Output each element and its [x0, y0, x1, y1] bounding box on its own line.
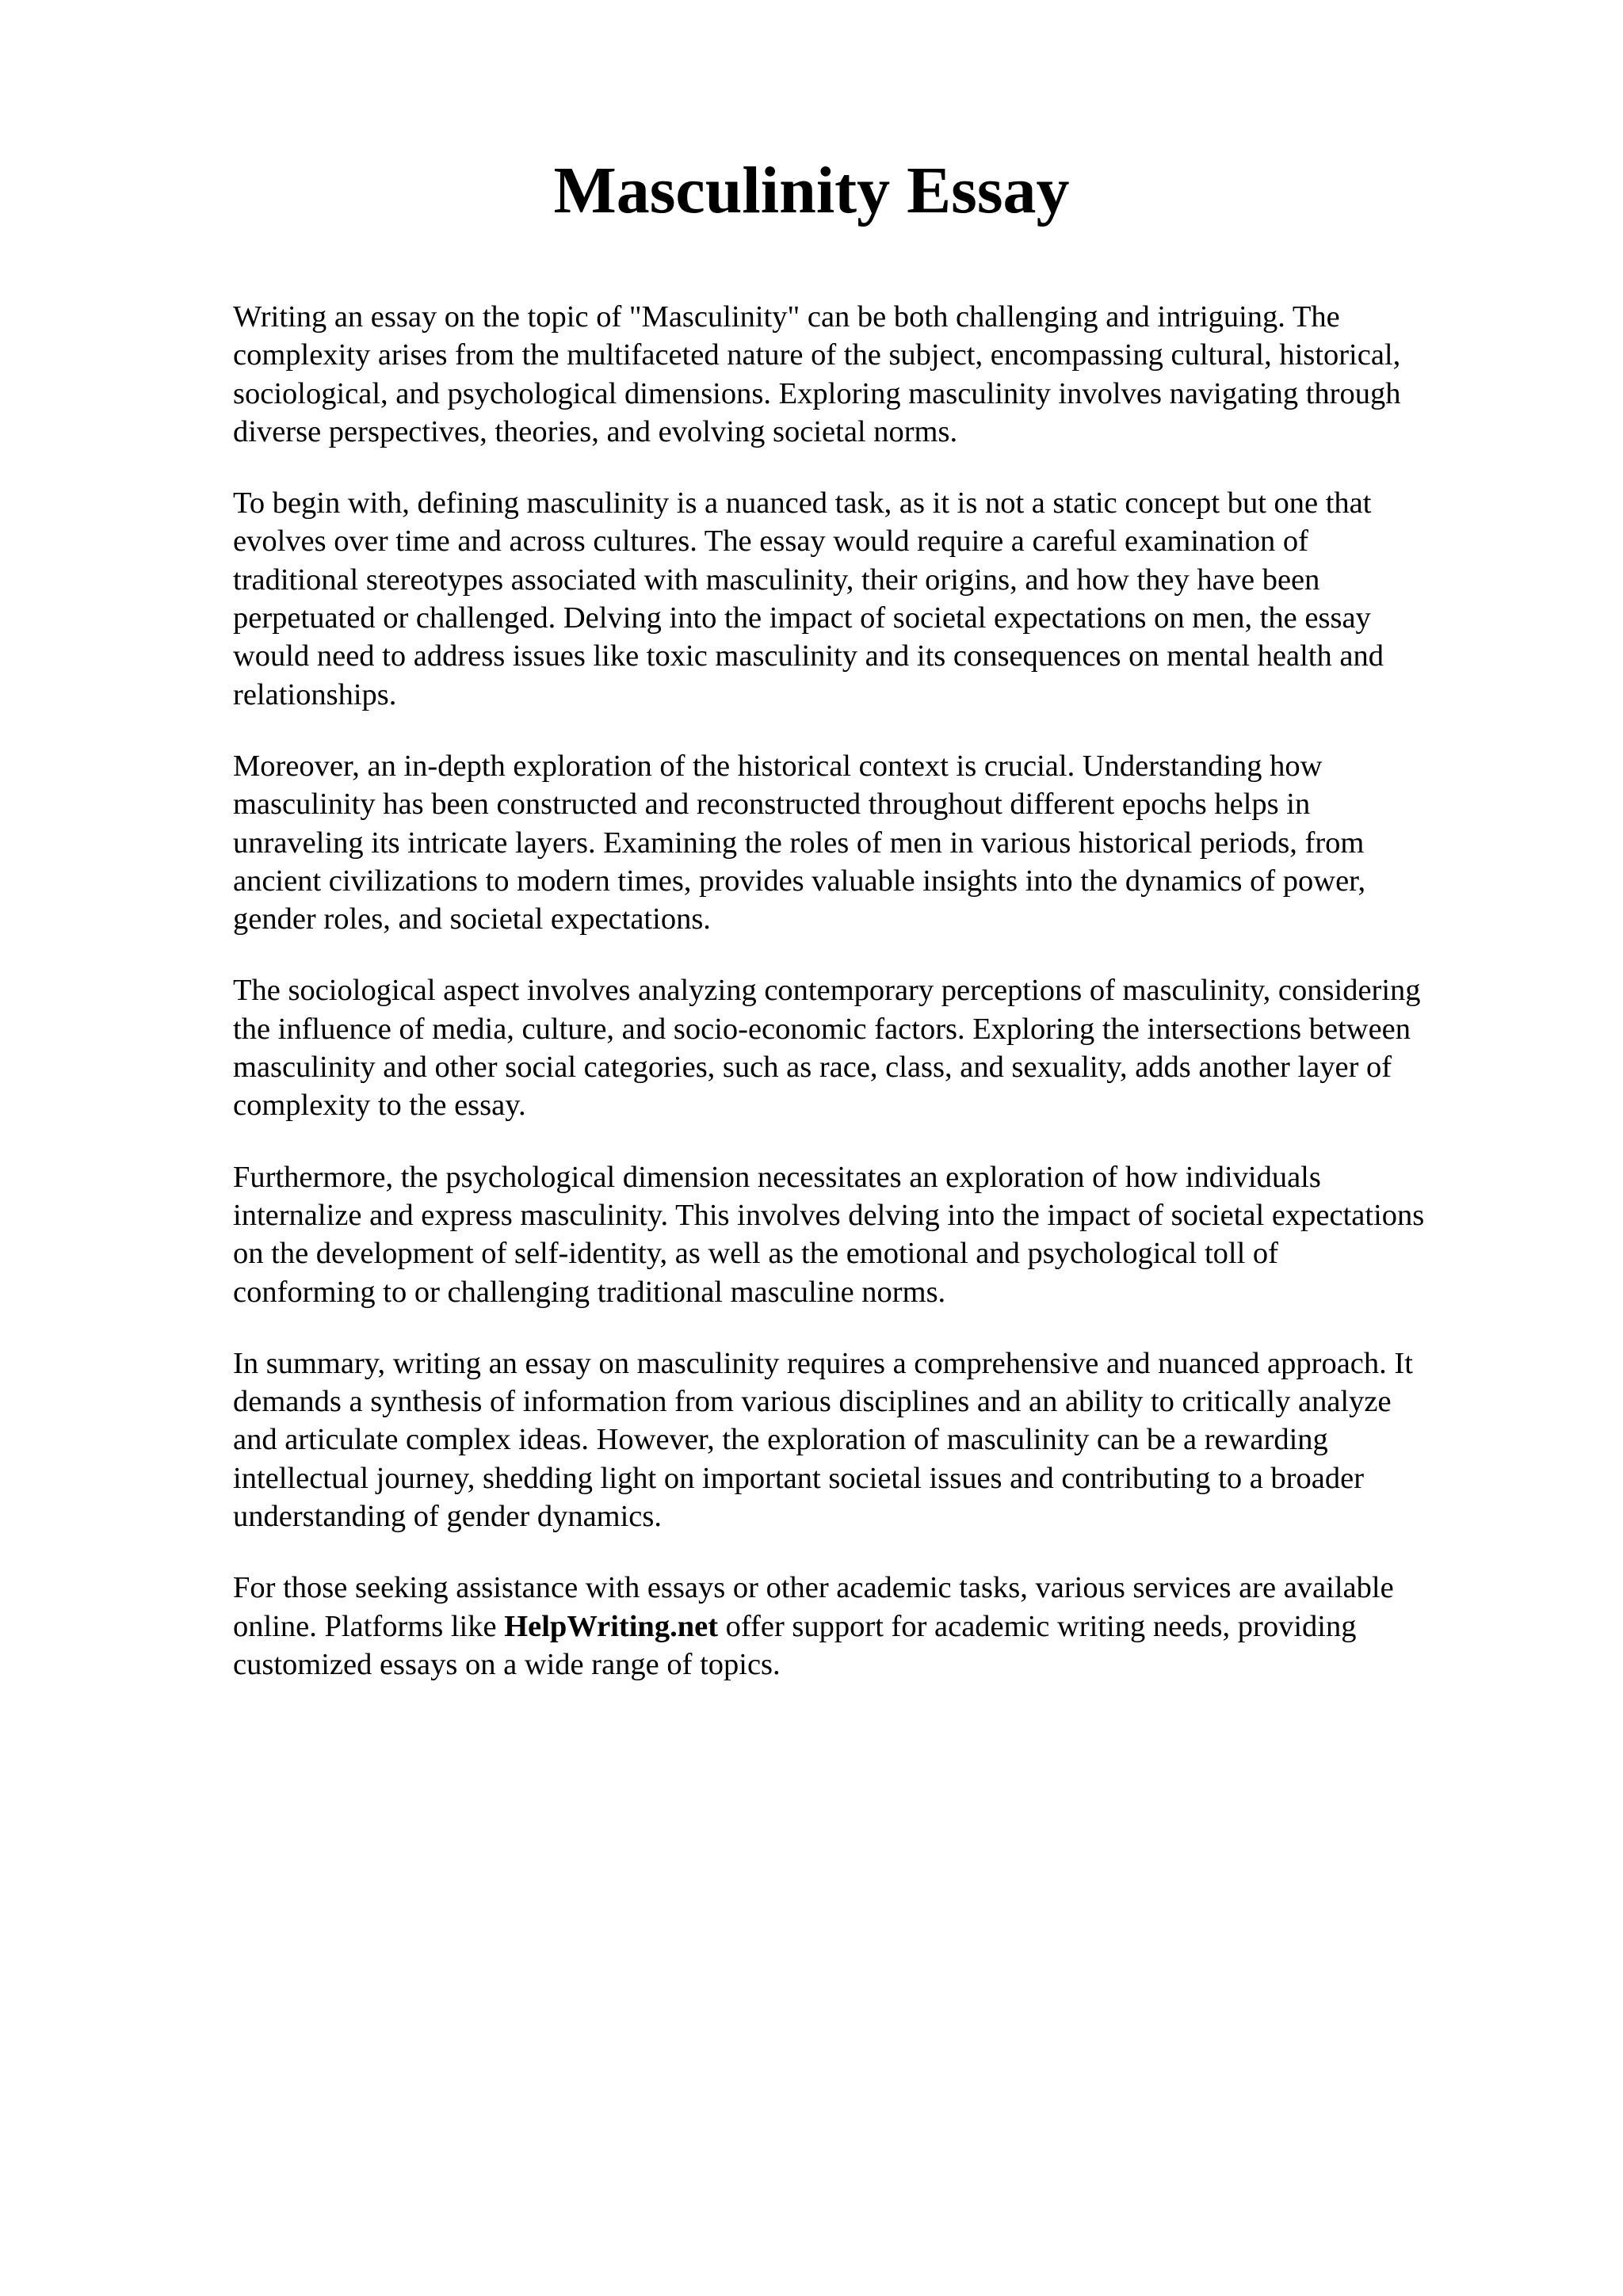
paragraph-summary: In summary, writing an essay on masculinity requires a comprehensive and nuanced approach. It demands a synthesis of information from various disciplines and an ability to critically analyze and articulate complex ideas. However, the exploration of masculinity can be a rewarding intellectual journey, shedding light on important societal issues and contributing to a broader understanding of gender dynamics. — [233, 1346, 1413, 1534]
helpwriting-link[interactable]: HelpWriting.net — [504, 1609, 719, 1643]
paragraph-historical: Moreover, an in-depth exploration of the historical context is crucial. Understanding how masculinity has been constructed and reconstructed throughout different epochs helps in unraveling its intricate layers. Examining the roles of men in various historical periods, from ancient civilizations to modern times, provides valuable insights into the dynamics of power, gender roles, and societal expectations. — [233, 749, 1366, 936]
closing-text-after: offer support for academic writing needs, providing customized essays on a wide range of topics. — [233, 1609, 1357, 1681]
page-title: Masculinity Essay — [553, 154, 1070, 227]
paragraph-definition: To begin with, defining masculinity is a nuanced task, as it is not a static concept but one that evolves over time and across cultures. The essay would require a careful examination of traditional stereotypes associated with masculinity, their origins, and how they have been perpetuated or challenged. Delving into the impact of societal expectations on men, the essay would need to address issues like toxic masculinity and its consequences on mental health and relationships. — [233, 486, 1384, 711]
closing-text-before: For those seeking assistance with essays or other academic tasks, various services are available online. Platforms like — [233, 1571, 1394, 1643]
paragraph-sociological: The sociological aspect involves analyzing contemporary perceptions of masculinity, considering the influence of media, culture, and socio-economic factors. Exploring the intersections between masculinity and other social categories, such as race, class, and sexuality, adds another layer of complexity to the essay. — [233, 974, 1421, 1123]
paragraph-closing — [233, 1569, 1533, 1684]
essay-body — [233, 298, 1533, 1684]
paragraph-psychological: Furthermore, the psychological dimension necessitates an exploration of how individuals internalize and express masculinity. This involves delving into the impact of societal expectations on the development of self-identity, as well as the emotional and psychological toll of conforming to or challenging traditional masculine norms. — [233, 1160, 1425, 1309]
paragraph-intro: Writing an essay on the topic of "Masculinity" can be both challenging and intriguing. The complexity arises from the multifaceted nature of the subject, encompassing cultural, historical, sociological, and psychological dimensions. Exploring masculinity involves navigating through diverse perspectives, theories, and evolving societal norms. — [233, 300, 1401, 448]
